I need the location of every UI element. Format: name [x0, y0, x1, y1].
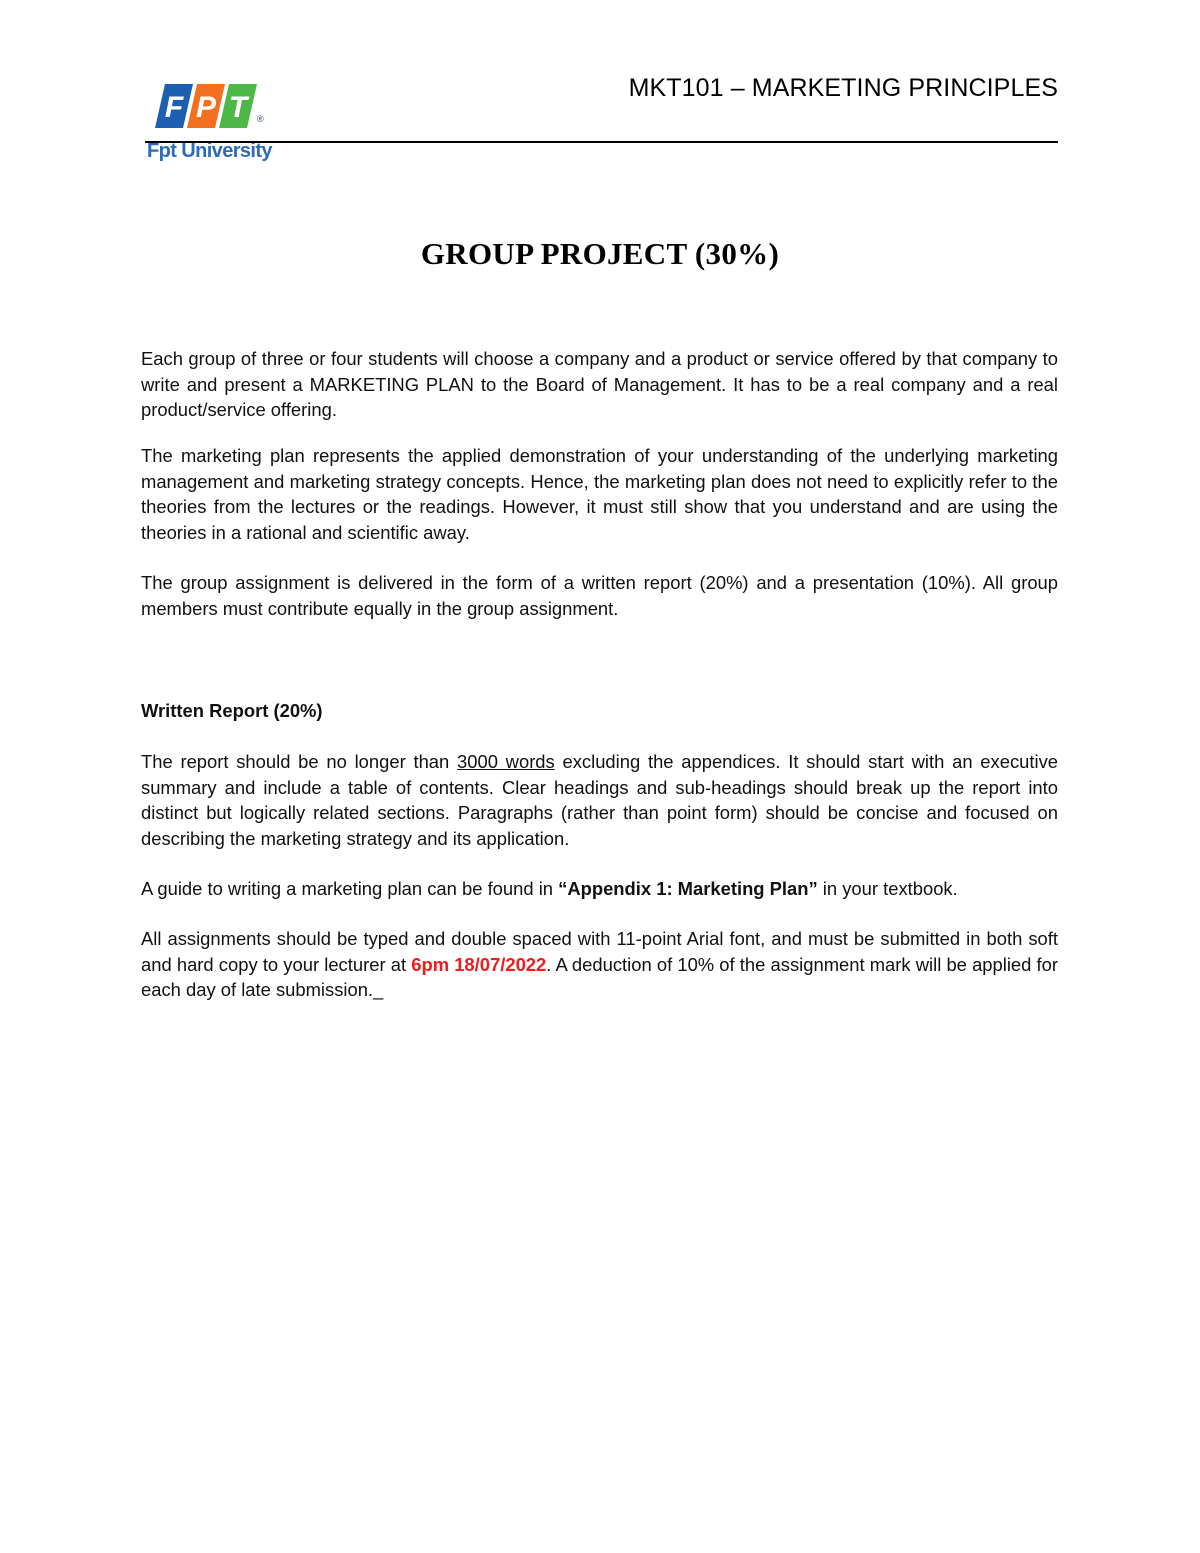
submission-paragraph [141, 926, 1058, 1003]
fpt-university-logo [145, 78, 270, 170]
logo-letter-t: T [228, 91, 248, 124]
course-title: MKT101 – MARKETING PRINCIPLES [628, 74, 1058, 102]
intro-paragraph-1 [141, 346, 1058, 423]
header-divider [145, 141, 1058, 143]
submission-text [141, 926, 1058, 1003]
intro-paragraph-2 [141, 443, 1058, 545]
appendix-reference: “Appendix 1: Marketing Plan” [558, 878, 818, 899]
fpt-logo-tiles [153, 82, 263, 130]
guide-before: A guide to writing a marketing plan can be found in [141, 878, 559, 899]
submission-before: All assignments should be typed and double spaced with 11-point Arial font, and must be submitted in both soft and hard copy to your lecturer at [141, 928, 1058, 975]
guide-paragraph [141, 876, 1058, 902]
document-title: GROUP PROJECT (30%) [420, 236, 780, 271]
intro-paragraph-3 [141, 570, 1058, 621]
submission-after: . A deduction of 10% of the assignment mark will be applied for each day of late submission._ [141, 953, 1059, 1001]
intro-paragraph-2-text: The marketing plan represents the applied demonstration of your understanding of the underlying marketing management and marketing strategy concepts. Hence, the marketing plan does not need to explicitly refer to the theories from the lectures or the readings. However, it must still show that you understand and are using the theories in a rational and scientific away. [141, 445, 1058, 543]
intro-paragraph-1-text: Each group of three or four students will choose a company and a product or service offered by that company to write and present a MARKETING PLAN to the Board of Management. It has to be a real company and a real product/service offering. [141, 348, 1058, 421]
logo-subtext: Fpt University [147, 140, 272, 162]
intro-paragraph-3-text: The group assignment is delivered in the form of a written report (20%) and a presentation (10%). All group members must contribute equally in the group assignment. [141, 572, 1058, 619]
guide-text [141, 876, 1058, 902]
report-length-after: excluding the appendices. It should start with an executive summary and include a table of contents. Clear headings and sub-headings should break up the report into distinct but logically related sections. Paragraphs (rather than point form) should be concise and focused on describing the marketing strategy and its application. [141, 751, 1058, 849]
submission-deadline: 6pm 18/07/2022 [411, 953, 547, 975]
word-limit: 3000 words [457, 751, 555, 772]
logo-letter-f: F [164, 91, 184, 124]
report-length-before: The report should be no longer than [141, 751, 458, 772]
report-length-text [141, 749, 1058, 851]
report-length-paragraph [141, 749, 1058, 851]
logo-letter-p: P [195, 91, 217, 124]
guide-after: in your textbook. [817, 878, 958, 899]
written-report-heading: Written Report (20%) [141, 700, 323, 721]
logo-trademark: ® [257, 114, 264, 124]
